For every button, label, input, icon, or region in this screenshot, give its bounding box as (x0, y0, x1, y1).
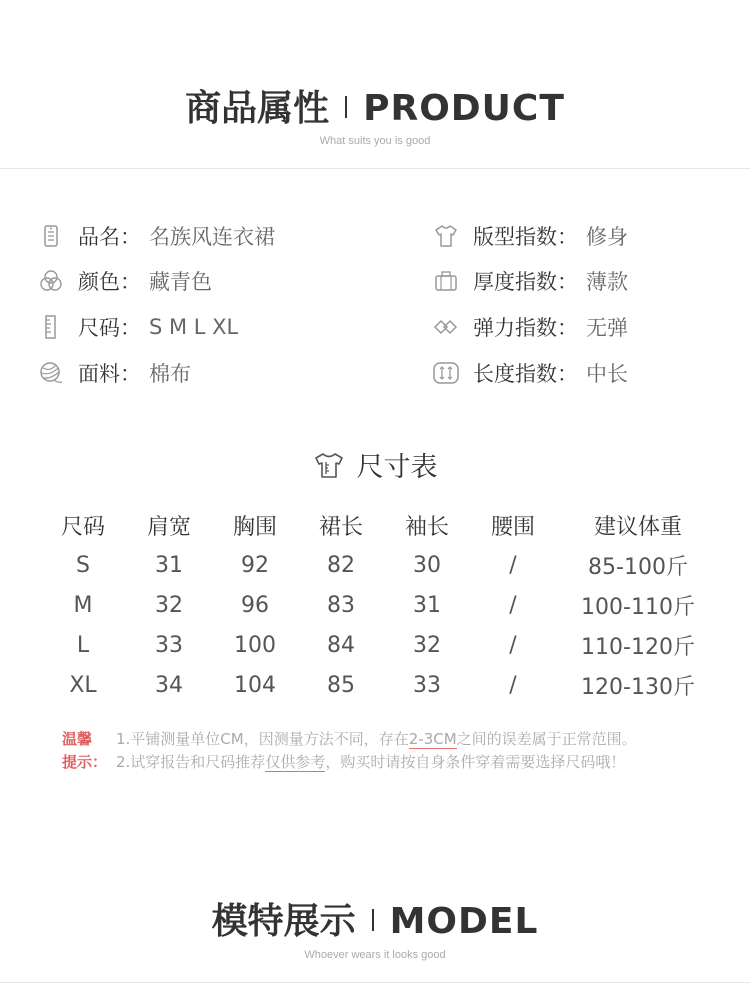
title-divider (372, 909, 374, 931)
table-cell: / (509, 552, 517, 578)
attr-value: 名族风连衣裙 (149, 225, 275, 249)
attr-key: 长度指数 (473, 362, 557, 386)
attr-key: 版型指数 (473, 225, 557, 249)
table-cell: 120-130斤 (581, 674, 695, 700)
table-cell: 82 (327, 552, 355, 578)
title-divider (345, 96, 347, 118)
shirt-measure-icon (313, 450, 345, 480)
attr-key: 品名 (78, 225, 120, 249)
table-cell: 96 (241, 592, 269, 618)
attr-key: 弹力指数 (473, 316, 557, 340)
size-chart-title (0, 445, 750, 484)
table-cell: 32 (413, 632, 441, 658)
table-cell: 92 (241, 552, 269, 578)
attr-fit (433, 221, 628, 251)
table-cell: M (73, 592, 93, 618)
table-cell: 84 (327, 632, 355, 658)
table-cell: 33 (155, 632, 183, 658)
attr-thickness (433, 266, 628, 296)
attr-length (433, 358, 628, 388)
model-section-title (0, 893, 750, 944)
elastic-icon (433, 314, 459, 340)
table-cell: 30 (413, 552, 441, 578)
table-cell: / (509, 592, 517, 618)
attr-colon: ： (557, 225, 578, 249)
attr-key: 厚度指数 (473, 270, 557, 294)
attr-elasticity (433, 312, 628, 342)
attr-color (38, 266, 212, 296)
header-size: 尺码 (60, 514, 105, 540)
attr-colon: ： (120, 362, 141, 386)
table-row (40, 585, 720, 625)
table-cell: XL (69, 672, 97, 698)
attr-value: 藏青色 (149, 270, 212, 294)
attr-colon: ： (557, 270, 578, 294)
attr-value: 无弹 (586, 316, 628, 340)
table-cell: S (76, 552, 90, 578)
attr-key: 尺码 (78, 316, 120, 340)
model-title-cn: 模特展示 (211, 901, 356, 942)
size-tips (62, 728, 742, 774)
tip-text-part: 2.试穿报告和尺码推荐 (116, 753, 266, 771)
tip-text-part: 之间的误差属于正常范围。 (456, 730, 637, 748)
table-cell: 100-110斤 (581, 594, 695, 620)
table-cell: 85 (327, 672, 355, 698)
table-cell: 31 (155, 552, 183, 578)
table-cell: 83 (327, 592, 355, 618)
attr-value: 中长 (586, 362, 628, 386)
attr-name (38, 221, 275, 251)
thickness-icon (433, 268, 459, 294)
header-waist: 腰围 (490, 514, 535, 540)
header-shoulder: 肩宽 (146, 514, 191, 540)
table-cell: 33 (413, 672, 441, 698)
attr-value: S M L XL (149, 315, 239, 339)
table-cell: 31 (413, 592, 441, 618)
attr-colon: ： (557, 362, 578, 386)
tshirt-icon (433, 223, 459, 249)
tag-icon (38, 223, 64, 249)
ruler-icon (38, 314, 64, 340)
table-header-row (40, 505, 720, 545)
table-row (40, 545, 720, 585)
product-title-en: PRODUCT (363, 88, 565, 129)
table-cell: 32 (155, 592, 183, 618)
section-divider (0, 982, 750, 983)
attr-size (38, 312, 238, 342)
header-bust: 胸围 (232, 514, 277, 540)
table-cell: 100 (234, 632, 276, 658)
tip-text-1 (116, 728, 637, 751)
table-cell: 85-100斤 (588, 554, 688, 580)
product-subtitle: What suits you is good (319, 135, 431, 147)
size-chart-title-text: 尺寸表 (356, 452, 438, 483)
tip-label-1: 温馨 (62, 730, 93, 748)
product-title-cn: 商品属性 (185, 88, 330, 129)
attr-fabric (38, 358, 191, 388)
table-row (40, 625, 720, 665)
tip-text-part: ，购买时请按自身条件穿着需要选择尺码哦！ (325, 753, 626, 771)
tip-label-2: 提示： (62, 753, 108, 771)
model-subtitle: Whoever wears it looks good (304, 949, 446, 961)
header-dress-length: 裙长 (318, 514, 363, 540)
tip-line-2 (62, 751, 742, 774)
table-row (40, 665, 720, 705)
attr-value: 薄款 (586, 270, 628, 294)
yarn-ball-icon (38, 360, 64, 386)
attr-key: 颜色 (78, 270, 120, 294)
length-icon (433, 360, 459, 386)
attr-colon: ： (557, 316, 578, 340)
size-table (40, 505, 720, 705)
model-title-en: MODEL (389, 901, 539, 942)
header-weight: 建议体重 (593, 514, 682, 540)
table-cell: L (76, 632, 90, 658)
table-cell: 104 (234, 672, 276, 698)
tip-highlight: 2-3CM (408, 730, 457, 748)
header-sleeve: 袖长 (404, 514, 449, 540)
attr-colon: ： (120, 316, 141, 340)
attr-value: 棉布 (149, 362, 191, 386)
tip-line-1 (62, 728, 742, 751)
attr-colon: ： (120, 225, 141, 249)
attr-colon: ： (120, 270, 141, 294)
section-divider (0, 168, 750, 169)
tip-text-2 (116, 751, 625, 774)
table-cell: 34 (155, 672, 183, 698)
color-circles-icon (38, 268, 64, 294)
table-cell: / (509, 632, 517, 658)
tip-text-part: 1.平铺测量单位CM，因测量方法不同，存在 (116, 730, 409, 748)
attr-value: 修身 (586, 225, 628, 249)
product-section-title (0, 80, 750, 131)
table-cell: / (509, 672, 517, 698)
tip-highlight: 仅供参考 (265, 753, 326, 771)
attr-key: 面料 (78, 362, 120, 386)
table-cell: 110-120斤 (581, 634, 695, 660)
